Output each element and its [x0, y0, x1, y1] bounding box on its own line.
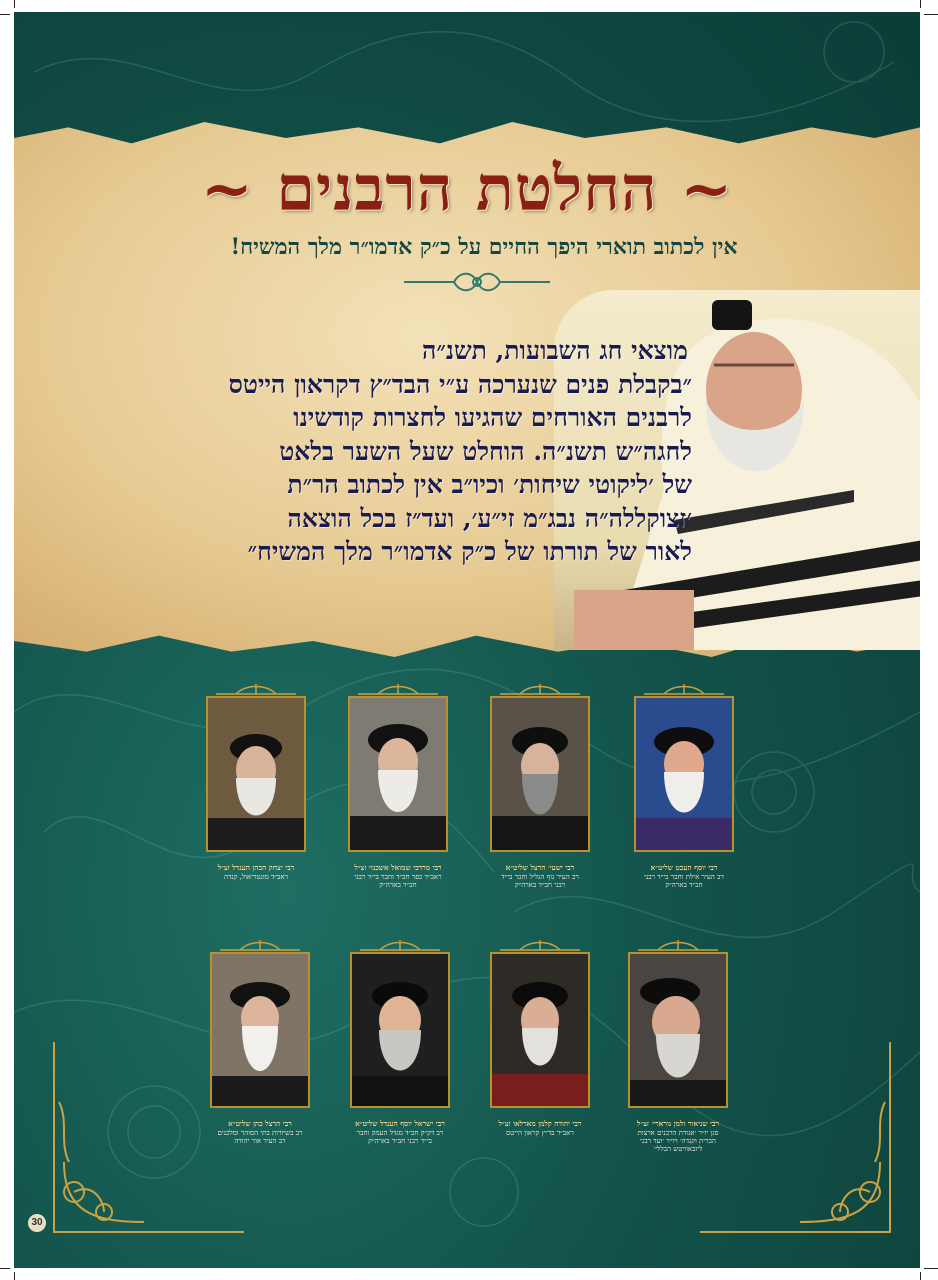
crop-mark	[14, 1272, 15, 1280]
rabbi-name: רבי ישראל יוסף הענדל שליט״א	[355, 1119, 445, 1128]
corner-ornament-icon	[44, 1042, 254, 1242]
rabbi-title: הברית וקנדה׳ ויו״ר ׳ועד רבני	[640, 1137, 716, 1145]
crop-mark	[14, 0, 15, 8]
rabbi-title: חב״ד בארה״ק	[379, 881, 417, 889]
decision-line: לחגה״ש תשנ״ה. הוחלט שעל השער בלאט	[279, 436, 692, 466]
rabbi-name: רבי הרצל כהן שליט״א	[228, 1119, 292, 1128]
crest-icon	[490, 682, 590, 696]
crop-mark	[920, 1272, 921, 1280]
rabbi-name: רבי ישעי׳ הרצל שליט״א	[505, 863, 575, 872]
rabbi-name: רבי שניאור זלמן גורארי׳ זצ״ל	[636, 1119, 720, 1128]
crop-mark	[924, 14, 938, 15]
crest-icon	[628, 938, 728, 952]
rabbi-card	[350, 938, 450, 1145]
decision-line: לאור של תורתו של כ״ק אדמו״ר מלך המשיח״	[247, 537, 692, 566]
decision-line: ״בקבלת פנים שנערכה ע״י הבד״ץ דקראון הייטס	[228, 369, 692, 399]
decision-line: לרבנים האורחים שהגיעו לחצרות קודשינו	[293, 403, 692, 432]
page-number: 30	[28, 1214, 46, 1232]
rabbi-card	[490, 938, 590, 1137]
rabbi-card	[206, 682, 306, 881]
rabbi-title: ראב״ד מונטריאול, קנדה	[223, 872, 289, 881]
rabbi-title: רב בשיורות בתי הסוהר ומלכנים	[217, 1128, 303, 1137]
rabbi-title: רבני חב״ד בארה״ק	[514, 881, 566, 889]
rabbi-name: רבי מרדכי שמואל אשכנזי זצ״ל	[354, 863, 442, 872]
rabbi-name: רבי יהודה קלמן מארלאו זצ״ל	[498, 1119, 582, 1128]
rabbi-title: רב העיר אילת וחבר בי״ד רבני	[644, 872, 724, 881]
rabbi-title: בי״ד רבני חב״ד בארה״ק	[368, 1137, 432, 1145]
crest-icon	[206, 682, 306, 696]
rabbi-title: רב העיר אור יהודה	[234, 1137, 286, 1145]
rabbi-photo	[350, 952, 450, 1108]
rabbi-name: רבי יצחק הכהן הענדל זצ״ל	[217, 863, 295, 872]
rabbi-title: ראב״ד כפר חב״ד וחבר בי״ד רבני	[354, 872, 442, 881]
rabbi-photo	[490, 952, 590, 1108]
page-subtitle: אין לכתוב תוארי היפך החיים על כ״ק אדמו״ר מלך המשיח!	[230, 234, 738, 260]
rabbi-title: חב״ד בארה״ק	[665, 881, 703, 889]
rabbi-title: סגן יו״ר ׳אגודת הרבנים ארצות	[637, 1128, 719, 1137]
crest-icon	[490, 938, 590, 952]
crest-icon	[348, 682, 448, 696]
rabbi-title: רב דק״ק חב״ד מגדל העמק וחבר	[356, 1128, 444, 1137]
rabbi-name: רבי יוסף העכט שליט״א	[650, 863, 718, 872]
decision-line: מוצאי חג השבועות, תשנ״ה	[421, 336, 688, 365]
crop-mark	[920, 0, 921, 8]
crest-icon	[210, 938, 310, 952]
rabbi-card	[634, 682, 734, 889]
rabbi-title: רב העיר נוף הגליל וחבר בי״ד	[501, 872, 579, 881]
decision-line: של ׳ליקוטי שיחות׳ וכיו״ב אין לכתוב הר״ת	[287, 470, 692, 499]
rabbi-photo	[348, 696, 448, 852]
crop-mark	[0, 1268, 10, 1269]
corner-ornament-icon	[690, 1042, 900, 1242]
rabbi-photo	[206, 696, 306, 852]
crest-icon	[634, 682, 734, 696]
crop-mark	[924, 1268, 938, 1269]
magazine-page	[14, 12, 920, 1268]
rabbi-title: ראב״ד בד״ץ קראון הייטס	[506, 1128, 574, 1137]
rabbi-photo	[634, 696, 734, 852]
rabbi-photo	[490, 696, 590, 852]
crop-mark	[0, 14, 10, 15]
rabbi-card	[348, 682, 448, 889]
rabbi-title: ליובאוויטש הכללי׳	[653, 1145, 703, 1154]
decision-line: ׳זצוקללה״ה נבג״מ זי״ע׳, ועד״ז בכל הוצאה	[287, 503, 692, 533]
rabbi-card	[490, 682, 590, 889]
crest-icon	[350, 938, 450, 952]
page-title: ~ החלטת הרבנים ~	[200, 152, 734, 225]
